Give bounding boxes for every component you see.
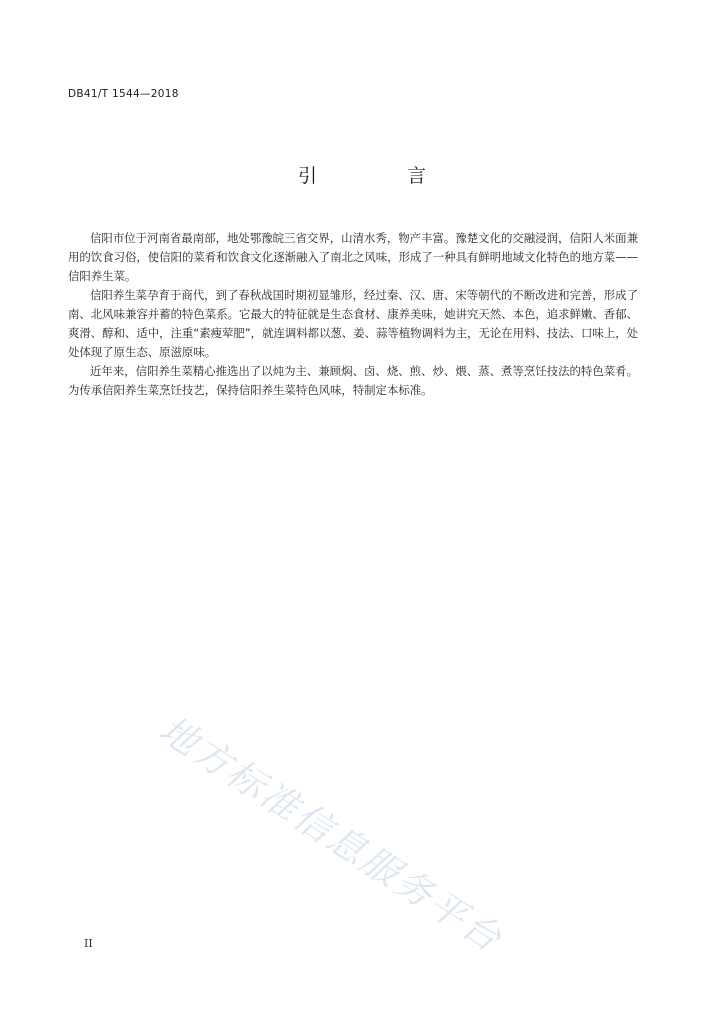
document-code: DB41/T 1544—2018 — [68, 88, 179, 100]
paragraph-3: 近年来，信阳养生菜精心推选出了以炖为主、兼顾焖、卤、烧、煎、炒、煨、蒸、煮等烹饪技法的特色菜肴。为传承信阳养生菜烹饪技艺，保持信阳养生菜特色风味，特制定本标准。 — [68, 364, 638, 397]
paragraph-1: 信阳市位于河南省最南部，地处鄂豫皖三省交界，山清水秀，物产丰富。豫楚文化的交融浸润，信阳人米面兼用的饮食习俗，使信阳的菜肴和饮食文化逐渐融入了南北之风味，形成了一种具有鲜明地域文化特色的地方菜——信阳养生菜。 — [68, 231, 638, 283]
page-number: II — [84, 937, 93, 950]
paragraph-2: 信阳养生菜孕育于商代，到了春秋战国时期初显雏形，经过秦、汉、唐、宋等朝代的不断改进和完善，形成了南、北风味兼容并蓄的特色菜系。它最大的特征就是生态食材、康养美味，她讲究天然、本色，追求鲜嫩、香郁、爽滑、醇和、适中，注重“素瘦荤肥”，就连调料都以葱、姜、蒜等植物调料为主，无论在用料、技法、口味上，处处体现了原生态、原滋原味。 — [68, 288, 638, 359]
watermark: 地方标准信息服务平台 — [151, 707, 511, 962]
section-title: 引 言 — [297, 165, 469, 187]
introduction-body — [68, 229, 638, 400]
